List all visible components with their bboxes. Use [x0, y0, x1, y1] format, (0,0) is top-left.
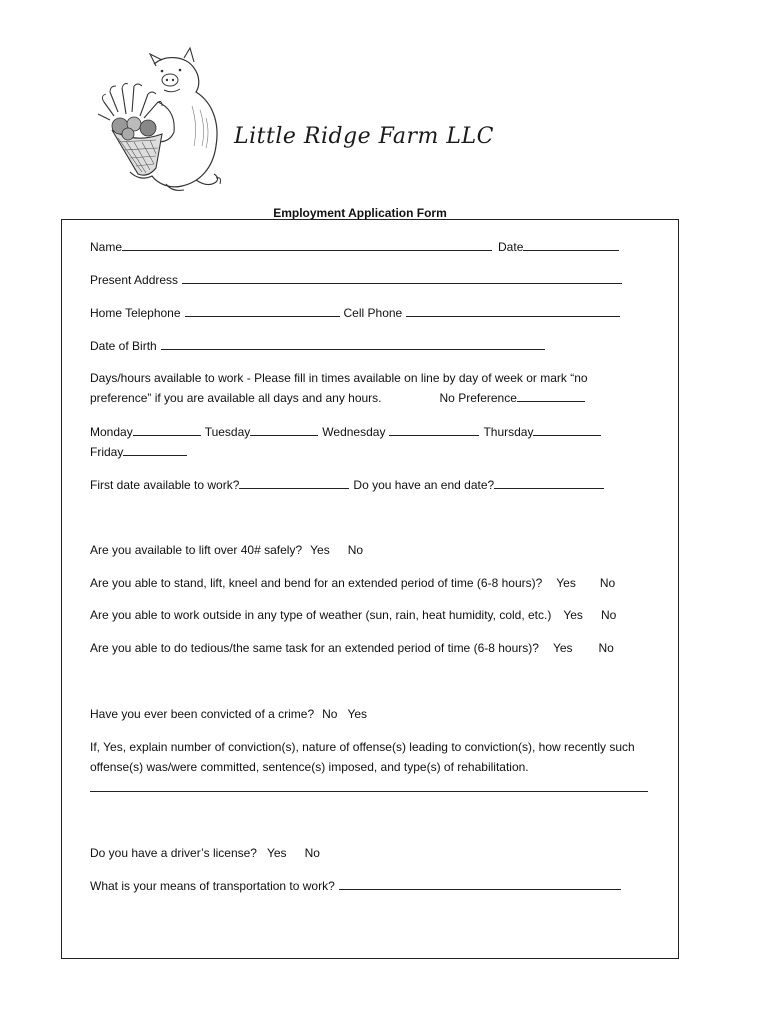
explain-row [90, 780, 648, 795]
end-date-label: Do you have an end date? [353, 478, 495, 492]
present-address-label: Present Address [90, 273, 179, 287]
tuesday-field[interactable] [250, 424, 318, 436]
thursday-field[interactable] [533, 424, 601, 436]
name-field[interactable] [122, 239, 492, 251]
lift-no-option[interactable]: No [347, 543, 364, 557]
weather-question: Are you able to work outside in any type of weather (sun, rain, heat humidity, cold, etc.) [90, 608, 552, 622]
home-telephone-label: Home Telephone [90, 306, 181, 320]
name-label: Name [90, 240, 123, 254]
first-date-field[interactable] [239, 477, 349, 489]
license-yes-option[interactable]: Yes [266, 846, 287, 860]
transport-row [90, 878, 621, 893]
cell-phone-field[interactable] [406, 305, 620, 317]
farm-name: Little Ridge Farm LLC [234, 124, 494, 149]
stand-no-option[interactable]: No [599, 576, 616, 590]
days-hours-row-2 [90, 390, 585, 405]
weather-yes-option[interactable]: Yes [563, 608, 583, 622]
lift-yes-option[interactable]: Yes [310, 543, 330, 557]
date-of-birth-field[interactable] [161, 338, 545, 350]
crime-row [90, 707, 367, 721]
crime-question: Have you ever been convicted of a crime? [90, 707, 315, 721]
stand-row [90, 576, 615, 590]
explain-line-1: If, Yes, explain number of conviction(s), nature of offense(s) leading to conviction(s), how recently such [90, 740, 635, 754]
monday-label: Monday [90, 425, 133, 439]
no-preference-label: No Preference [439, 391, 517, 405]
transport-field[interactable] [339, 878, 621, 890]
availability-dates-row [90, 477, 604, 492]
cell-phone-label: Cell Phone [343, 306, 403, 320]
tedious-question: Are you able to do tedious/the same task for an extended period of time (6-8 hours)? [90, 641, 539, 655]
form-title: Employment Application Form [273, 206, 447, 220]
date-field[interactable] [523, 239, 619, 251]
days-hours-line-2: preference” if you are available all days and any hours. [90, 391, 382, 405]
explain-line-2: offense(s) was/were committed, sentence(s) imposed, and type(s) of rehabilitation. [90, 760, 529, 774]
no-preference-field[interactable] [517, 390, 585, 402]
pig-with-basket-icon [96, 46, 226, 196]
wednesday-label: Wednesday [322, 425, 386, 439]
weather-no-option[interactable]: No [600, 608, 617, 622]
days-hours-line-1: Days/hours available to work - Please fill in times available on line by day of week or mark “no [90, 371, 588, 385]
explain-field[interactable] [90, 780, 648, 792]
phone-row [90, 305, 620, 320]
lift-question: Are you available to lift over 40# safely? [90, 543, 303, 557]
license-question: Do you have a driver’s license? [90, 846, 257, 860]
weekdays-row [90, 424, 601, 439]
friday-row [90, 444, 187, 459]
thursday-label: Thursday [483, 425, 534, 439]
license-row [90, 846, 320, 860]
home-telephone-field[interactable] [185, 305, 340, 317]
friday-field[interactable] [123, 444, 187, 456]
name-row [90, 239, 619, 254]
transport-question: What is your means of transportation to work? [90, 879, 335, 893]
dob-row [90, 338, 545, 353]
lift-row [90, 543, 363, 557]
address-row [90, 272, 622, 287]
stand-yes-option[interactable]: Yes [556, 576, 576, 590]
tedious-row [90, 641, 614, 655]
date-label: Date [498, 240, 524, 254]
present-address-field[interactable] [182, 272, 622, 284]
tuesday-label: Tuesday [204, 425, 251, 439]
weather-row [90, 608, 616, 622]
first-date-label: First date available to work? [90, 478, 240, 492]
date-of-birth-label: Date of Birth [90, 339, 157, 353]
tedious-yes-option[interactable]: Yes [552, 641, 573, 655]
stand-question: Are you able to stand, lift, kneel and bend for an extended period of time (6-8 hours)? [90, 576, 543, 590]
crime-no-option[interactable]: No [322, 707, 338, 721]
license-no-option[interactable]: No [304, 846, 320, 860]
crime-yes-option[interactable]: Yes [347, 707, 368, 721]
monday-field[interactable] [133, 424, 201, 436]
end-date-field[interactable] [494, 477, 604, 489]
tedious-no-option[interactable]: No [598, 641, 614, 655]
wednesday-field[interactable] [389, 424, 479, 436]
friday-label: Friday [90, 445, 124, 459]
